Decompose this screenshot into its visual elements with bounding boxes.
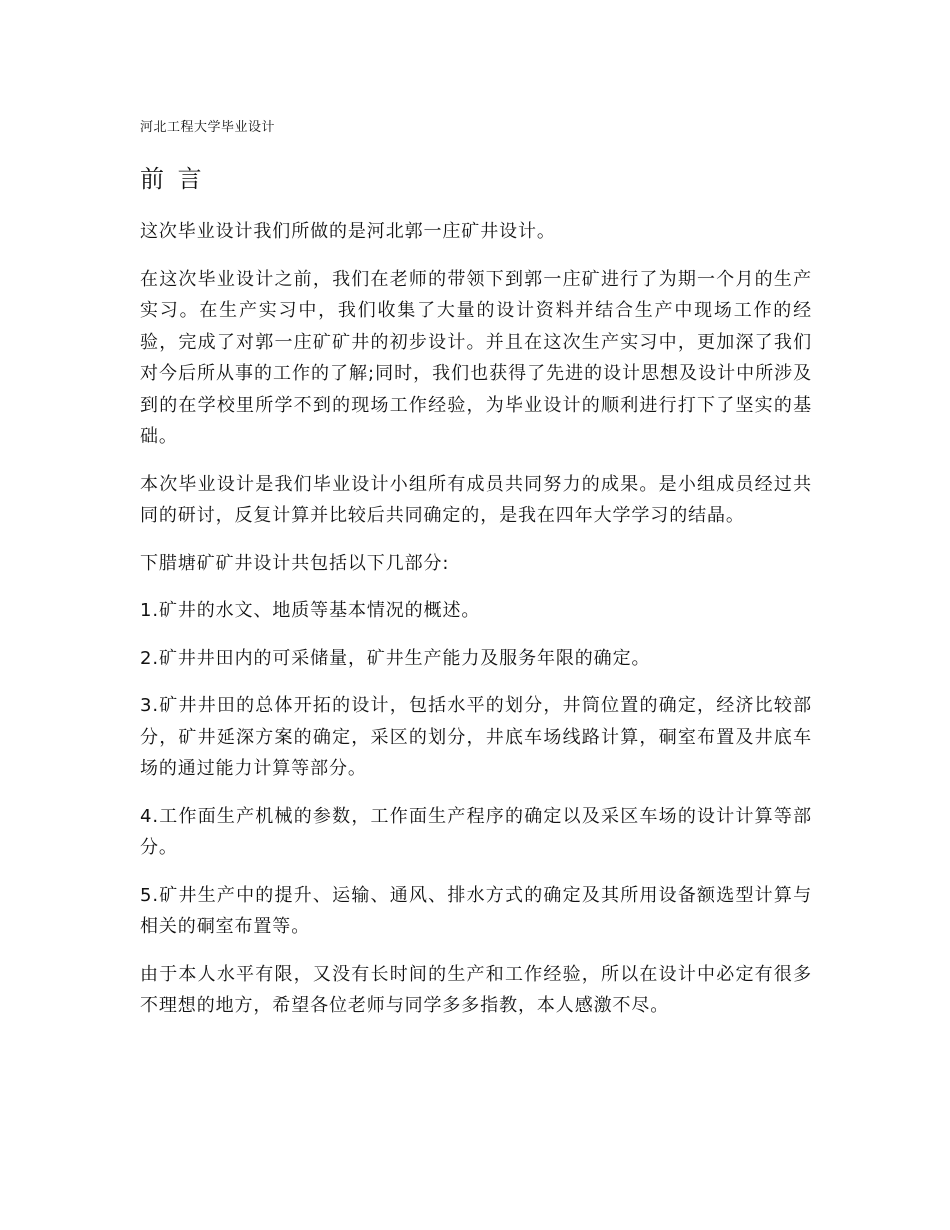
document-title: 前 言 [140,165,205,193]
paragraph: 由于本人水平有限，又没有长时间的生产和工作经验，所以在设计中必定有很多不理想的地方，希望各位老师与同学多多指教，本人感激不尽。 [140,963,812,1016]
paragraph: 下腊塘矿矿井设计共包括以下几部分: [140,552,450,574]
paragraph: 3.矿井井田的总体开拓的设计，包括水平的划分，井筒位置的确定，经济比较部分，矿井延深方案的确定，采区的划分，井底车场线路计算，硐室布置及井底车场的通过能力计算等部分。 [140,695,812,779]
document-body [140,216,812,1038]
paragraph: 这次毕业设计我们所做的是河北郭一庄矿井设计。 [140,221,556,242]
paragraph: 1.矿井的水文、地质等基本情况的概述。 [140,600,481,621]
paragraph: 本次毕业设计是我们毕业设计小组所有成员共同努力的成果。是小组成员经过共同的研讨，反复计算并比较后共同确定的，是我在四年大学学习的结晶。 [140,473,812,526]
paragraph: 在这次毕业设计之前，我们在老师的带领下到郭一庄矿进行了为期一个月的生产实习。在生产实习中，我们收集了大量的设计资料并结合生产中现场工作的经验，完成了对郭一庄矿矿井的初步设计。并且在这次生产实习中，更加深了我们对今后所从事的工作的了解;同时，我们也获得了先进的设计思想及设计中所涉及到的在学校里所学不到的现场工作经验，为毕业设计的顺利进行打下了坚实的基础。 [140,268,812,447]
paragraph: 4.工作面生产机械的参数，工作面生产程序的确定以及采区车场的设计计算等部分。 [140,805,812,858]
paragraph: 2.矿井井田内的可采储量，矿井生产能力及服务年限的确定。 [140,647,651,669]
paragraph: 5.矿井生产中的提升、运输、通风、排水方式的确定及其所用设备额选型计算与相关的硐室布置等。 [140,884,812,937]
page-header: 河北工程大学毕业设计 [140,120,276,135]
